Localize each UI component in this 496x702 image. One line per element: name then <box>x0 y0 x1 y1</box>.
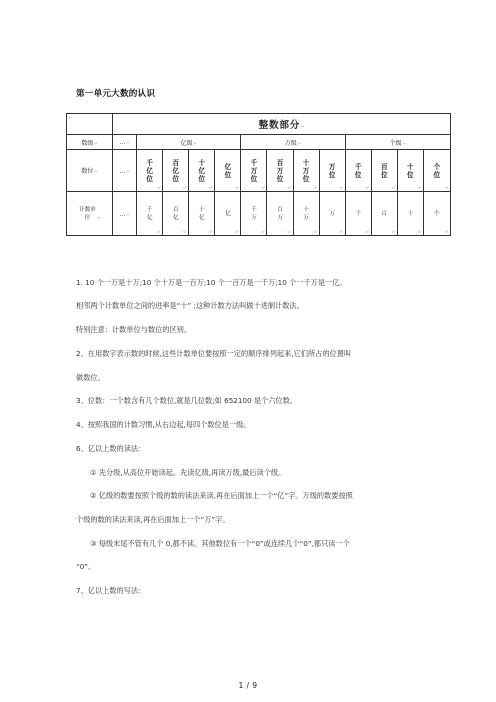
place-cell: 百亿位 ⏎ <box>163 150 189 192</box>
unit-cell: 万 ⏎ <box>319 192 345 236</box>
paragraph: 4、按照我国的计数习惯,从右边起,每四个数位是一级。 <box>76 420 251 429</box>
place-cell: 千位 ⏎ <box>345 150 371 192</box>
row-label-wei: 数位↵ <box>67 150 113 192</box>
place-cell: 百位 ⏎ <box>371 150 397 192</box>
paragraph: 个级的数的读法来读,再在后面加上一个“万”字。 <box>76 515 230 524</box>
table-title-cell <box>113 114 451 135</box>
unit-cell: 亿 ⏎ <box>215 192 241 236</box>
unit-cell: 千亿 ⏎ <box>137 192 163 236</box>
unit-cell: 千 ⏎ <box>345 192 371 236</box>
return-mark: ↵ <box>301 124 305 129</box>
paragraph: 特别注意：计数单位与数位的区别。 <box>76 325 192 334</box>
group-ge: 个级↵ <box>345 135 450 150</box>
place-cell: 个位 ⏎ <box>423 150 450 192</box>
place-cell: 百万位 ⏎ <box>267 150 293 192</box>
page-number: 1 / 9 <box>238 681 258 690</box>
unit-cell: 十万 ⏎ <box>293 192 319 236</box>
unit-cell: 千万 ⏎ <box>241 192 267 236</box>
row-label-ji: 数级↵ <box>67 135 113 150</box>
place-cell: 十位 ⏎ <box>397 150 423 192</box>
paragraph: 1. 10 个一万是十万;10 个十万是一百万;10 个一百万是一千万;10 个一千万是一亿。 <box>76 278 347 287</box>
unit-cell: 十 ⏎ <box>397 192 423 236</box>
table-row-units <box>67 192 451 236</box>
unit-cell: 百 ⏎ <box>371 192 397 236</box>
dots-cell: …↵ <box>113 192 137 236</box>
paragraph: 3、位数：一个数含有几个数位,就是几位数;如 652100 是个六位数。 <box>76 396 297 405</box>
place-cell: 千万位 ⏎ <box>241 150 267 192</box>
table-title: 整数部分 <box>258 120 301 131</box>
place-cell: 十亿位 ⏎ <box>189 150 215 192</box>
table-row-places <box>67 150 451 192</box>
place-cell: 千亿位 ⏎ <box>137 150 163 192</box>
unit-cell: 十亿 ⏎ <box>189 192 215 236</box>
anchor-mark: ↵ <box>69 115 73 120</box>
table-row-groups <box>67 135 451 150</box>
section-heading: 第一单元大数的认识 <box>76 89 156 99</box>
unit-cell: 个 ⏎ <box>423 192 450 236</box>
dots-cell: …↵ <box>113 150 137 192</box>
row-label-danwei: 计数单位 ↵ <box>67 192 113 236</box>
paragraph: “0”。 <box>76 562 96 571</box>
paragraph: 7、亿以上数的写法： <box>76 586 146 595</box>
paragraph: 做数位。 <box>76 373 105 382</box>
paragraph: ② 亿级的数要按照个级的数的读法来读,再在后面加上一个“亿”字。万级的数要按照 <box>90 491 353 500</box>
group-yi: 亿级↵ <box>137 135 241 150</box>
place-cell: 十万位 ⏎ <box>293 150 319 192</box>
unit-cell: 百亿 ⏎ <box>163 192 189 236</box>
paragraph: 相邻两个计数单位之间的进率是“十” ;这种计数方法叫做十进制计数法。 <box>76 301 304 310</box>
group-wan: 万级↵ <box>241 135 345 150</box>
table-corner-cell <box>67 114 113 135</box>
paragraph: 2、在用数字表示数的时候,这些计数单位要按照一定的顺序排列起来,它们所占的位置叫 <box>76 349 352 358</box>
paragraph: ① 先分级,从高位开始读起。先读亿级,再读万级,最后读个级。 <box>90 468 286 477</box>
place-value-table <box>66 113 451 236</box>
paragraph: 6、亿以上数的读法： <box>76 444 146 453</box>
paragraph: ③ 每级末尾不管有几个 0,都不读。其他数位有一个“0”或连续几个“0”,都只读一个 <box>90 539 350 548</box>
place-cell: 亿位 ⏎ <box>215 150 241 192</box>
unit-cell: 百万 ⏎ <box>267 192 293 236</box>
dots-cell: …↵ <box>113 135 137 150</box>
place-cell: 万位 ⏎ <box>319 150 345 192</box>
